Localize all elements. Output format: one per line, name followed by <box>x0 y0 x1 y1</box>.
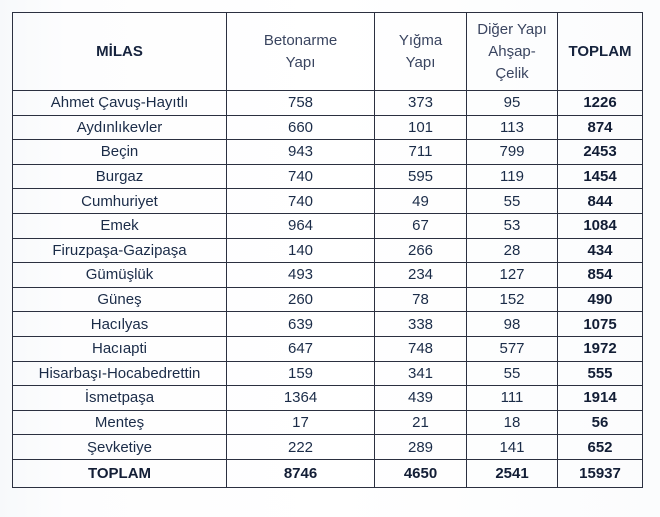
reinforced-concrete-cell: 140 <box>227 238 375 263</box>
masonry-cell: 711 <box>375 140 467 165</box>
reinforced-concrete-cell: 159 <box>227 361 375 386</box>
total-cell: 854 <box>558 263 643 288</box>
total-row <box>13 459 643 487</box>
header-line: Ahşap- <box>488 42 536 60</box>
header-line: Yığma <box>398 31 443 49</box>
header-line: Çelik <box>495 64 529 82</box>
other-cell: 119 <box>467 164 558 189</box>
other-cell: 799 <box>467 140 558 165</box>
total-row-reinforced-concrete-cell: 8746 <box>227 459 375 487</box>
table-row <box>13 386 643 411</box>
district-cell: Ahmet Çavuş-Hayıtlı <box>13 91 227 116</box>
district-cell: Burgaz <box>13 164 227 189</box>
total-row-masonry-cell: 4650 <box>375 459 467 487</box>
header-reinforced-concrete <box>227 13 375 91</box>
total-cell: 1972 <box>558 336 643 361</box>
other-cell: 55 <box>467 361 558 386</box>
other-cell: 127 <box>467 263 558 288</box>
header-total-label: TOPLAM <box>568 42 632 60</box>
total-cell: 1226 <box>558 91 643 116</box>
total-cell: 844 <box>558 189 643 214</box>
total-cell: 874 <box>558 115 643 140</box>
total-cell: 1075 <box>558 312 643 337</box>
district-cell: Şevketiye <box>13 435 227 460</box>
header-line: Yapı <box>405 53 436 71</box>
other-cell: 577 <box>467 336 558 361</box>
masonry-cell: 266 <box>375 238 467 263</box>
other-cell: 95 <box>467 91 558 116</box>
header-line: Diğer Yapı <box>477 20 547 38</box>
reinforced-concrete-cell: 740 <box>227 164 375 189</box>
reinforced-concrete-cell: 758 <box>227 91 375 116</box>
masonry-cell: 49 <box>375 189 467 214</box>
other-cell: 98 <box>467 312 558 337</box>
table-row <box>13 115 643 140</box>
total-cell: 1084 <box>558 213 643 238</box>
reinforced-concrete-cell: 1364 <box>227 386 375 411</box>
district-cell: Beçin <box>13 140 227 165</box>
total-row-label: TOPLAM <box>13 459 227 487</box>
table-row <box>13 263 643 288</box>
header-other <box>467 13 558 91</box>
masonry-cell: 67 <box>375 213 467 238</box>
total-row-total-cell: 15937 <box>558 459 643 487</box>
masonry-cell: 341 <box>375 361 467 386</box>
total-cell: 1454 <box>558 164 643 189</box>
reinforced-concrete-cell: 493 <box>227 263 375 288</box>
total-cell: 56 <box>558 410 643 435</box>
reinforced-concrete-cell: 17 <box>227 410 375 435</box>
table-body <box>13 91 643 488</box>
total-cell: 434 <box>558 238 643 263</box>
total-row-other-cell: 2541 <box>467 459 558 487</box>
reinforced-concrete-cell: 943 <box>227 140 375 165</box>
district-cell: Hacıapti <box>13 336 227 361</box>
other-cell: 113 <box>467 115 558 140</box>
table-row <box>13 140 643 165</box>
district-cell: Cumhuriyet <box>13 189 227 214</box>
total-cell: 490 <box>558 287 643 312</box>
table-row <box>13 164 643 189</box>
reinforced-concrete-cell: 222 <box>227 435 375 460</box>
reinforced-concrete-cell: 964 <box>227 213 375 238</box>
district-cell: İsmetpaşa <box>13 386 227 411</box>
district-cell: Güneş <box>13 287 227 312</box>
table-row <box>13 189 643 214</box>
table-row <box>13 336 643 361</box>
header-district-label: MİLAS <box>96 42 143 60</box>
header-total <box>558 13 643 91</box>
masonry-cell: 595 <box>375 164 467 189</box>
table-row <box>13 238 643 263</box>
table-row <box>13 410 643 435</box>
header-line: Yapı <box>285 53 316 71</box>
header-district <box>13 13 227 91</box>
other-cell: 53 <box>467 213 558 238</box>
table-row <box>13 91 643 116</box>
other-cell: 111 <box>467 386 558 411</box>
masonry-cell: 748 <box>375 336 467 361</box>
masonry-cell: 373 <box>375 91 467 116</box>
other-cell: 55 <box>467 189 558 214</box>
other-cell: 141 <box>467 435 558 460</box>
other-cell: 28 <box>467 238 558 263</box>
total-cell: 652 <box>558 435 643 460</box>
masonry-cell: 439 <box>375 386 467 411</box>
district-cell: Hacılyas <box>13 312 227 337</box>
table-row <box>13 213 643 238</box>
header-row <box>13 13 643 91</box>
masonry-cell: 101 <box>375 115 467 140</box>
building-stats-table <box>12 12 643 488</box>
district-cell: Firuzpaşa-Gazipaşa <box>13 238 227 263</box>
masonry-cell: 78 <box>375 287 467 312</box>
table-header <box>13 13 643 91</box>
masonry-cell: 234 <box>375 263 467 288</box>
district-cell: Emek <box>13 213 227 238</box>
table-row <box>13 361 643 386</box>
reinforced-concrete-cell: 647 <box>227 336 375 361</box>
masonry-cell: 21 <box>375 410 467 435</box>
total-cell: 555 <box>558 361 643 386</box>
table-row <box>13 287 643 312</box>
masonry-cell: 338 <box>375 312 467 337</box>
masonry-cell: 289 <box>375 435 467 460</box>
district-cell: Gümüşlük <box>13 263 227 288</box>
reinforced-concrete-cell: 639 <box>227 312 375 337</box>
reinforced-concrete-cell: 660 <box>227 115 375 140</box>
table-row <box>13 312 643 337</box>
header-masonry <box>375 13 467 91</box>
district-cell: Aydınlıkevler <box>13 115 227 140</box>
total-cell: 1914 <box>558 386 643 411</box>
header-line: Betonarme <box>263 31 338 49</box>
reinforced-concrete-cell: 260 <box>227 287 375 312</box>
reinforced-concrete-cell: 740 <box>227 189 375 214</box>
table-row <box>13 435 643 460</box>
district-cell: Hisarbaşı-Hocabedrettin <box>13 361 227 386</box>
other-cell: 152 <box>467 287 558 312</box>
district-cell: Menteş <box>13 410 227 435</box>
other-cell: 18 <box>467 410 558 435</box>
total-cell: 2453 <box>558 140 643 165</box>
